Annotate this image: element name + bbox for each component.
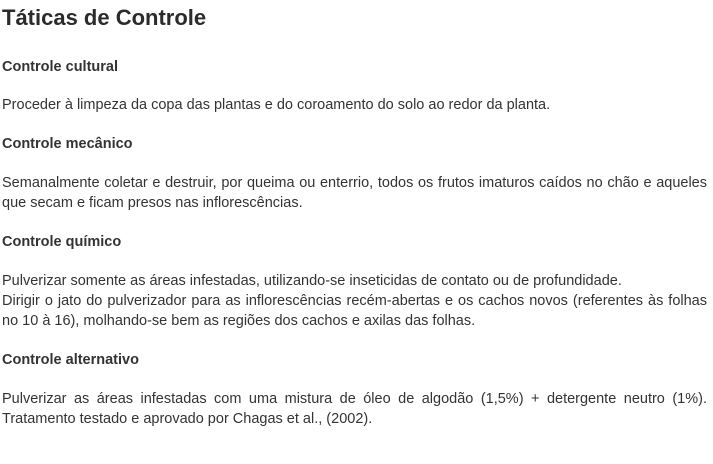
section-paragraph: Proceder à limpeza da copa das plantas e do coroamento do solo ao redor da planta. — [2, 97, 551, 113]
section-controle-quimico — [2, 232, 707, 331]
section-paragraph: Pulverizar as áreas infestadas com uma mistura de óleo de algodão (1,5%) + detergente neutro (1%). Tratamento testado e aprovado por Chagas et al., (2002). — [2, 391, 707, 427]
section-heading: Controle mecânico — [2, 136, 133, 152]
section-controle-alternativo — [2, 350, 707, 429]
section-heading: Controle alternativo — [2, 352, 139, 368]
section-heading: Controle cultural — [2, 59, 119, 75]
section-heading: Controle químico — [2, 234, 122, 250]
section-paragraph — [2, 271, 707, 331]
paragraph-line: Pulverizar somente as áreas infestadas, utilizando-se inseticidas de contato ou de profundidade. — [2, 273, 622, 289]
section-controle-cultural — [2, 57, 707, 115]
section-controle-mecanico — [2, 134, 707, 213]
paragraph-line: Dirigir o jato do pulverizador para as inflorescências recém-abertas e os cachos novos (referentes às folhas no 10 à 16), molhando-se bem as regiões dos cachos e axilas das folhas. — [2, 293, 707, 329]
page-title: Táticas de Controle — [2, 5, 207, 30]
section-paragraph: Semanalmente coletar e destruir, por queima ou enterrio, todos os frutos imaturos caídos no chão e aqueles que secam e ficam presos nas inflorescências. — [2, 175, 707, 211]
